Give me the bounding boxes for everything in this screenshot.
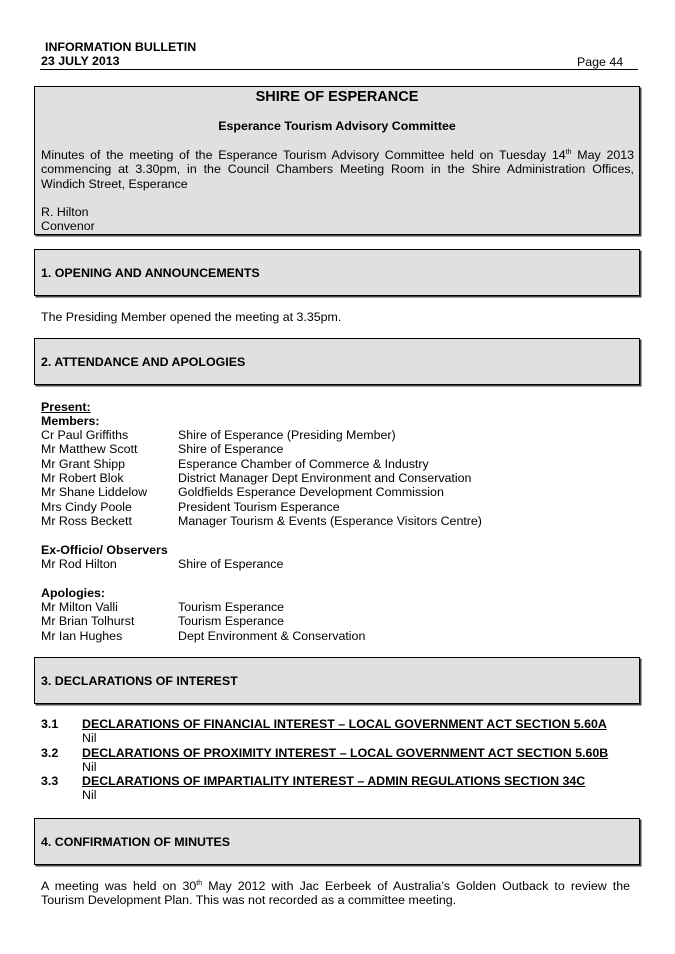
declaration-number: 3.3 — [41, 774, 59, 788]
attendee-organisation: District Manager Dept Environment and Conservation — [178, 470, 472, 485]
header-rule — [40, 69, 638, 70]
attendee-name: Mr Robert Blok — [41, 470, 124, 485]
declaration-value: Nil — [82, 760, 97, 774]
attendee-name: Mr Shane Liddelow — [41, 485, 148, 500]
committee-name: Esperance Tourism Advisory Committee — [218, 119, 456, 133]
declaration-heading: DECLARATIONS OF PROXIMITY INTEREST – LOCAL GOVERNMENT ACT SECTION 5.60B — [82, 746, 609, 760]
attendee-organisation: Manager Tourism & Events (Esperance Visitors Centre) — [178, 513, 482, 528]
attendee-name: Mr Rod Hilton — [41, 557, 117, 571]
attendee-name: Mr Matthew Scott — [41, 442, 138, 457]
apologies-label: Apologies: — [41, 586, 106, 600]
section-declarations-box — [34, 657, 640, 704]
attendee-organisation: Shire of Esperance (Presiding Member) — [178, 428, 396, 442]
attendee-organisation: Dept Environment & Conservation — [178, 628, 366, 643]
members-label: Members: — [41, 414, 100, 428]
section-heading: 4. CONFIRMATION OF MINUTES — [41, 835, 231, 849]
attendee-organisation: Tourism Esperance — [178, 600, 285, 614]
page-number: Page 44 — [577, 55, 624, 69]
attendee-name: Mr Ross Beckett — [41, 513, 132, 528]
attendee-name: Mr Milton Valli — [41, 600, 118, 614]
convenor-name: R. Hilton — [41, 205, 89, 219]
section-heading: 2. ATTENDANCE AND APOLOGIES — [41, 355, 246, 369]
opening-text: The Presiding Member opened the meeting at 3.35pm. — [41, 310, 342, 324]
shire-title: SHIRE OF ESPERANCE — [255, 89, 419, 105]
intro-box — [34, 86, 640, 235]
declaration-value: Nil — [82, 788, 97, 802]
minutes-paragraph: Minutes of the meeting of the Esperance Tourism Advisory Committee held on Tuesday 14th May 2013 commencing at 3.30pm, in the Council Chambers Meeting Room in the Shire Administration Offices, Windich Street, Esperance — [41, 148, 635, 191]
section-opening-box — [34, 249, 640, 296]
confirmation-paragraph: A meeting was held on 30th May 2012 with Jac Eerbeek of Australia’s Golden Outback to review the Tourism Development Plan. This was not recorded as a committee meeting. — [41, 879, 631, 908]
section-heading: 3. DECLARATIONS OF INTEREST — [41, 674, 238, 688]
attendee-organisation: Tourism Esperance — [178, 614, 285, 629]
declaration-number: 3.1 — [41, 717, 59, 731]
section-heading: 1. OPENING AND ANNOUNCEMENTS — [41, 266, 260, 280]
declaration-heading: DECLARATIONS OF FINANCIAL INTEREST – LOCAL GOVERNMENT ACT SECTION 5.60A — [82, 717, 607, 731]
observers-label: Ex-Officio/ Observers — [41, 543, 168, 557]
bulletin-date: 23 JULY 2013 — [41, 54, 120, 68]
attendee-name: Mr Grant Shipp — [41, 456, 126, 471]
attendee-name: Cr Paul Griffiths — [41, 428, 129, 442]
section-confirmation-box — [34, 818, 640, 865]
declaration-value: Nil — [82, 731, 97, 745]
attendee-name: Mrs Cindy Poole — [41, 499, 132, 514]
section-attendance-box — [34, 338, 640, 385]
attendee-name: Mr Ian Hughes — [41, 628, 123, 643]
convenor-role: Convenor — [41, 219, 95, 233]
present-label: Present: — [41, 400, 91, 414]
attendee-organisation: Esperance Chamber of Commerce & Industry — [178, 456, 429, 471]
declaration-number: 3.2 — [41, 746, 59, 760]
attendee-organisation: Goldfields Esperance Development Commission — [178, 485, 444, 500]
attendee-organisation: Shire of Esperance — [178, 557, 284, 571]
attendee-name: Mr Brian Tolhurst — [41, 614, 135, 629]
declaration-heading: DECLARATIONS OF IMPARTIALITY INTEREST – ADMIN REGULATIONS SECTION 34C — [82, 774, 586, 788]
attendee-organisation: President Tourism Esperance — [178, 499, 340, 514]
attendee-organisation: Shire of Esperance — [178, 442, 284, 457]
bulletin-title: INFORMATION BULLETIN — [45, 40, 197, 54]
